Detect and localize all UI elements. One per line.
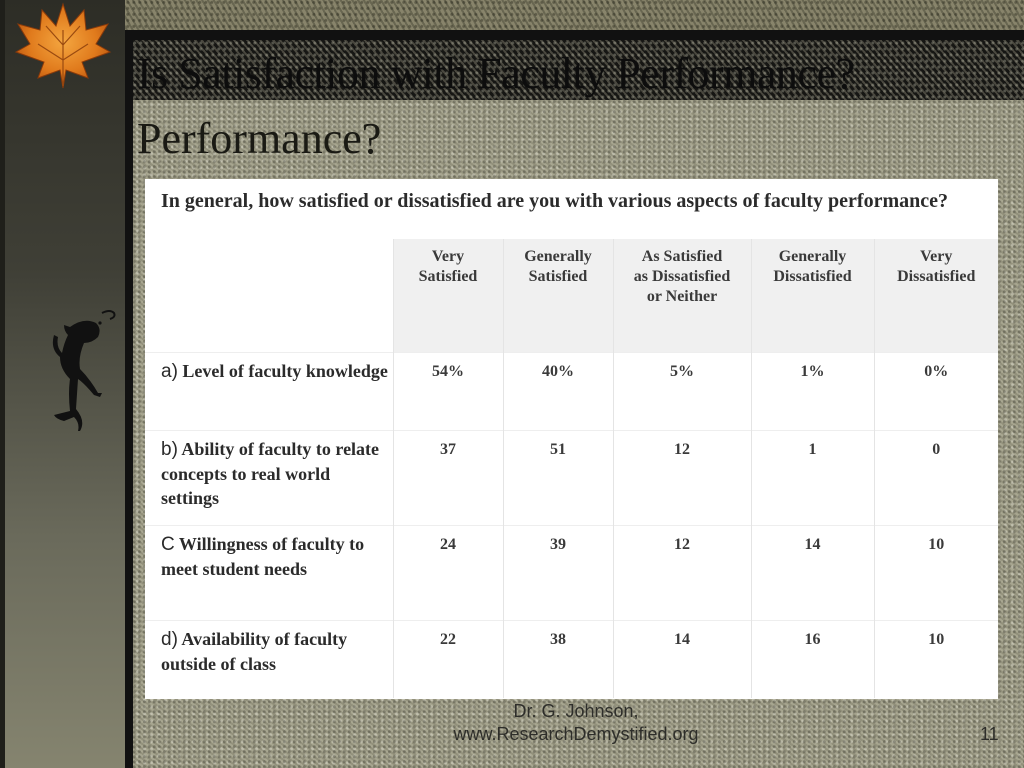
table-cell: 24: [393, 525, 503, 620]
table-cell: 10: [874, 525, 998, 620]
row-label: [145, 525, 393, 620]
table-row: [145, 620, 998, 698]
table-cell: 12: [613, 430, 751, 525]
page-number: 11: [980, 724, 999, 744]
header-text: Satisfied: [418, 268, 478, 285]
survey-table: [145, 239, 998, 698]
survey-table-card: [145, 179, 998, 699]
row-label: [145, 430, 393, 525]
header-text: Very: [431, 248, 465, 265]
row-label-text: Level of faculty knowledge: [182, 360, 388, 381]
row-letter: b): [161, 438, 178, 460]
header-text: as Dissatisfied: [633, 268, 731, 285]
table-cell: 0: [874, 430, 998, 525]
table-cell: 1: [751, 430, 874, 525]
column-header-neither: [613, 239, 751, 352]
header-text: Very: [920, 248, 953, 265]
row-label-text: Availability of faculty outside of class: [161, 628, 348, 674]
header-text: Satisfied: [528, 268, 588, 285]
survey-question: In general, how satisfied or dissatisfied are you with various aspects of faculty performance?: [161, 190, 948, 212]
left-strip: [0, 0, 5, 768]
table-cell: 12: [613, 525, 751, 620]
column-header-very-satisfied: [393, 239, 503, 352]
author-website: www.ResearchDemystified.org: [453, 724, 699, 744]
row-letter: a): [161, 360, 178, 382]
table-cell: 38: [503, 620, 613, 698]
table-cell: 16: [751, 620, 874, 698]
row-label: [145, 352, 393, 430]
header-text: Dissatisfied: [897, 268, 976, 285]
table-cell: 0%: [874, 352, 998, 430]
row-letter: C: [161, 533, 175, 555]
column-header-very-dissatisfied: [874, 239, 998, 352]
slide-title-line-1: Is Satisfaction with Faculty Performance?: [137, 49, 855, 98]
table-cell: 39: [503, 525, 613, 620]
row-label-text: Willingness of faculty to meet student needs: [161, 533, 365, 579]
table-cell: 40%: [503, 352, 613, 430]
table-cell: 1%: [751, 352, 874, 430]
row-letter: d): [161, 628, 178, 650]
row-label-text: Ability of faculty to relate concepts to real world settings: [161, 438, 380, 508]
header-blank-cell: [145, 239, 393, 352]
author-name: Dr. G. Johnson,: [513, 701, 639, 721]
table-cell: 51: [503, 430, 613, 525]
header-text: Dissatisfied: [773, 268, 852, 285]
table-cell: 37: [393, 430, 503, 525]
table-cell: 14: [751, 525, 874, 620]
column-header-generally-satisfied: [503, 239, 613, 352]
thinking-figure-icon: [30, 305, 125, 455]
maple-leaf-icon: [8, 0, 118, 92]
row-label: [145, 620, 393, 698]
footer-author: [441, 700, 711, 746]
table-row: [145, 525, 998, 620]
table-cell: 22: [393, 620, 503, 698]
table-row: [145, 352, 998, 430]
table-cell: 5%: [613, 352, 751, 430]
table-header-row: [145, 239, 998, 352]
header-text: or Neither: [646, 288, 718, 305]
table-cell: 14: [613, 620, 751, 698]
column-header-generally-dissatisfied: [751, 239, 874, 352]
header-text: Generally: [524, 248, 592, 265]
header-text: Generally: [778, 248, 847, 265]
slide-title-line-2: Performance?: [137, 114, 382, 163]
table-cell: 54%: [393, 352, 503, 430]
header-text: As Satisfied: [641, 248, 723, 265]
table-cell: 10: [874, 620, 998, 698]
table-row: [145, 430, 998, 525]
